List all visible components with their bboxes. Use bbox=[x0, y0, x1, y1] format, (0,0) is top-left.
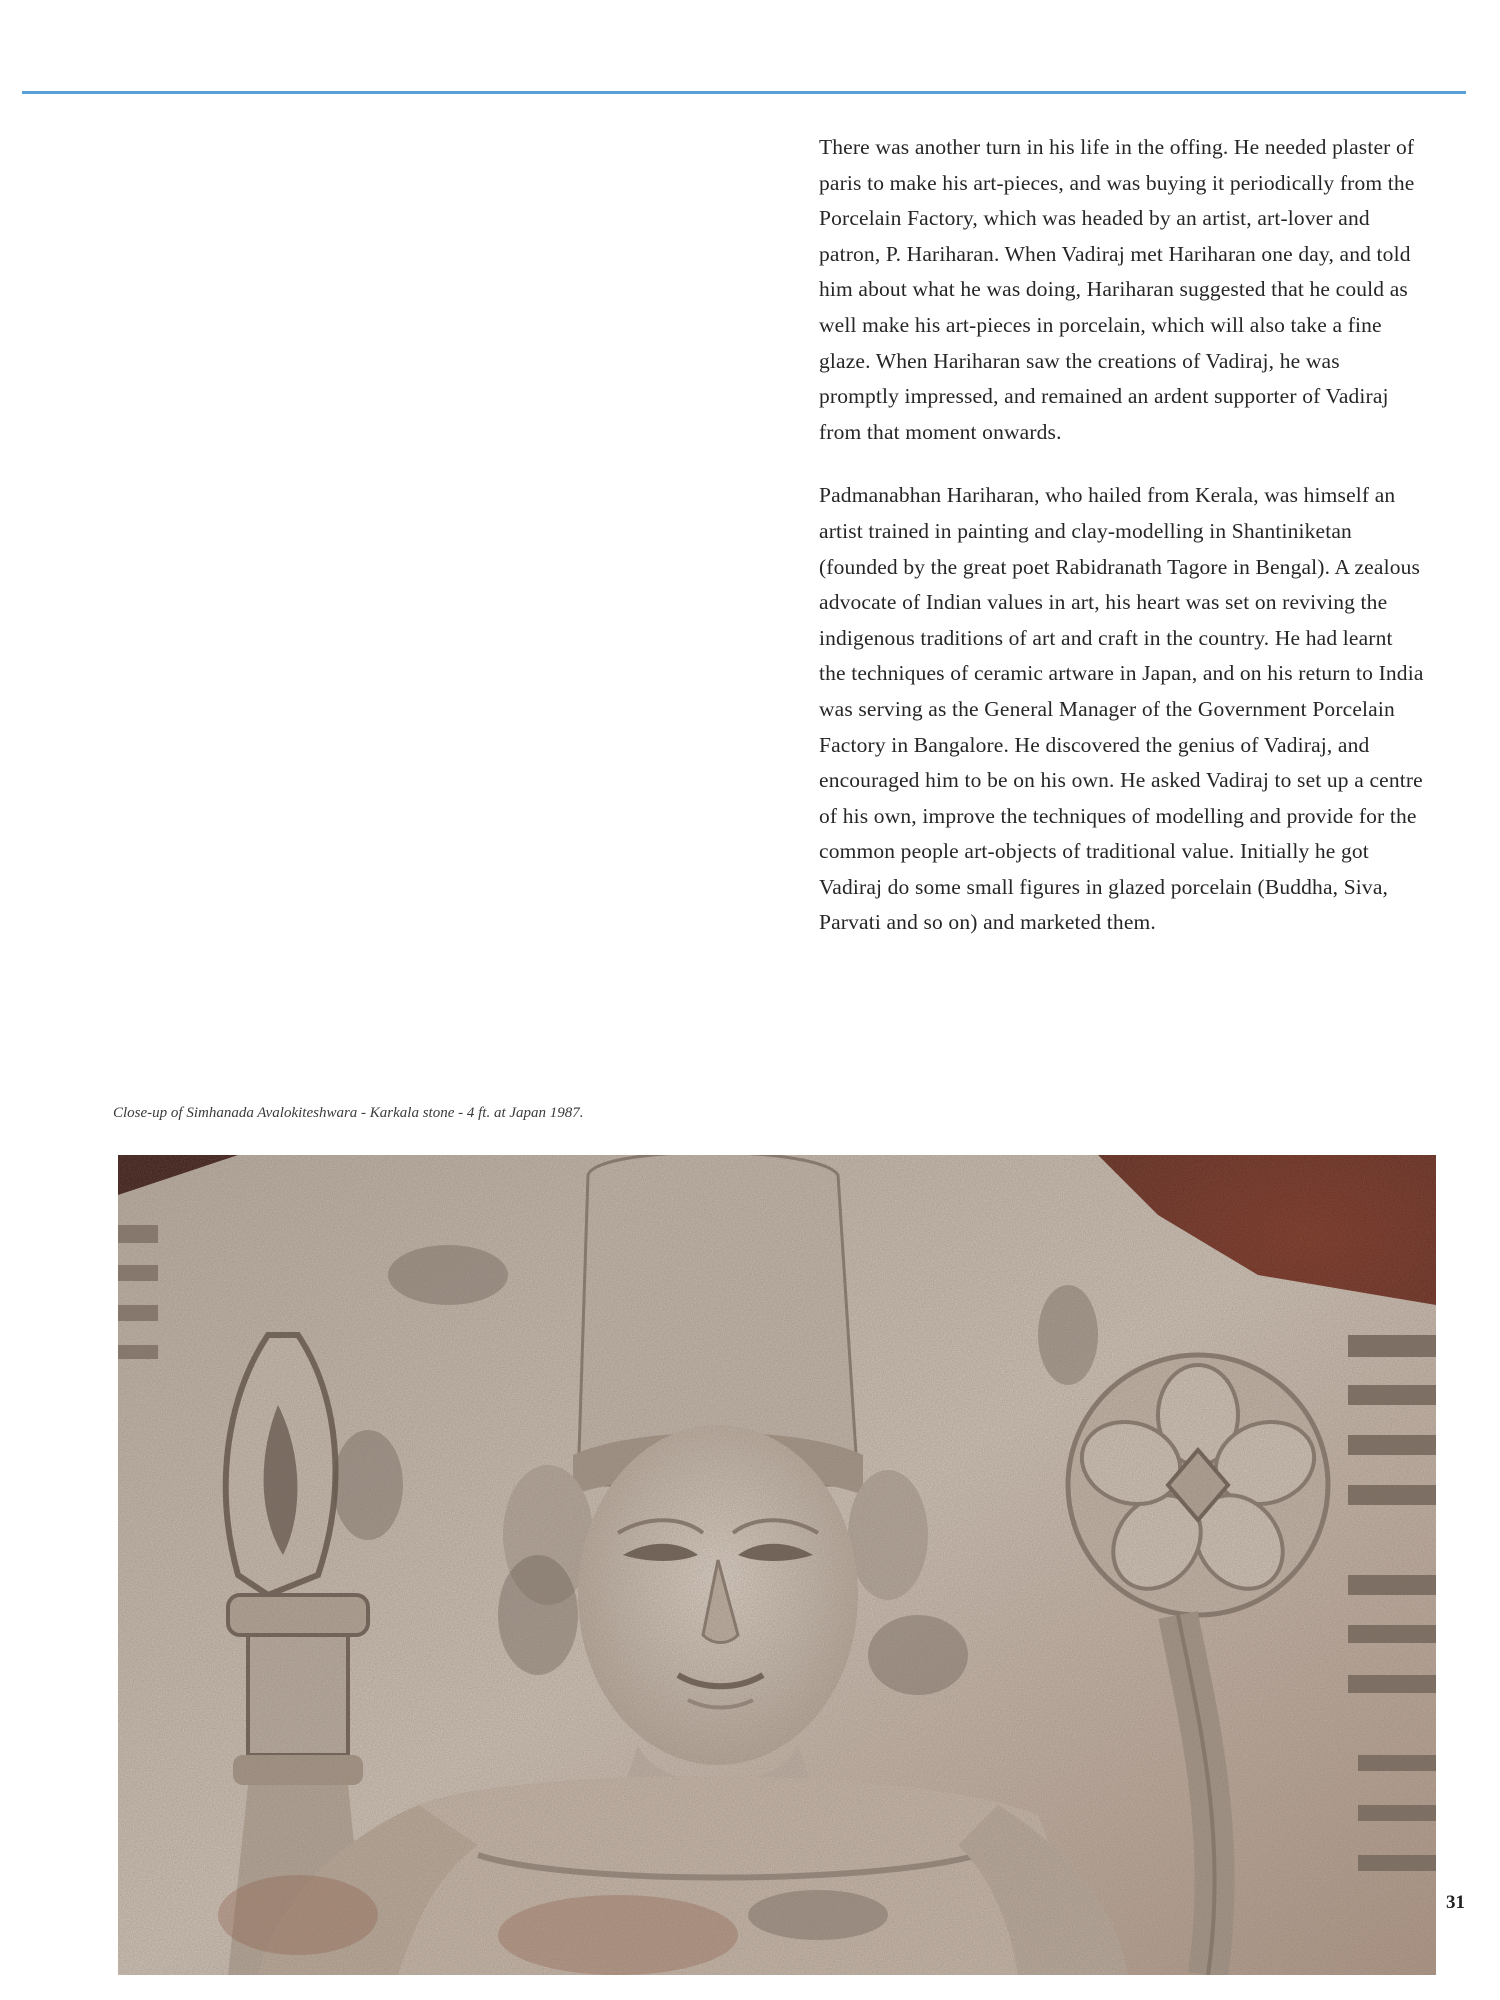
page-number: 31 bbox=[1446, 1892, 1465, 1913]
top-rule bbox=[22, 91, 1466, 94]
body-text-column bbox=[819, 130, 1424, 969]
photo-caption: Close-up of Simhanada Avalokiteshwara - Karkala stone - 4 ft. at Japan 1987. bbox=[113, 1105, 584, 1121]
paragraph: There was another turn in his life in the offing. He needed plaster of paris to make his art-pieces, and was buying it periodically from the Porcelain Factory, which was headed by an artist, art-lover and patron, P. Hariharan. When Vadiraj met Hariharan one day, and told him about what he was doing, Hariharan suggested that he could as well make his art-pieces in porcelain, which will also take a fine glaze. When Hariharan saw the creations of Vadiraj, he was promptly impressed, and remained an ardent supporter of Vadiraj from that moment onwards. bbox=[819, 135, 1415, 444]
paragraph: Padmanabhan Hariharan, who hailed from Kerala, was himself an artist trained in painting and clay-modelling in Shantiniketan (founded by the great poet Rabidranath Tagore in Bengal). A zealous advocate of Indian values in art, his heart was set on reviving the indigenous traditions of art and craft in the country. He had learnt the techniques of ceramic artware in Japan, and on his return to India was serving as the General Manager of the Government Porcelain Factory in Bangalore. He discovered the genius of Vadiraj, and encouraged him to be on his own. He asked Vadiraj to set up a centre of his own, improve the techniques of modelling and provide for the common people art-objects of traditional value. Initially he got Vadiraj do some small figures in glazed porcelain (Buddha, Siva, Parvati and so on) and marketed them. bbox=[819, 483, 1424, 935]
sculpture-photo bbox=[118, 1155, 1436, 1975]
